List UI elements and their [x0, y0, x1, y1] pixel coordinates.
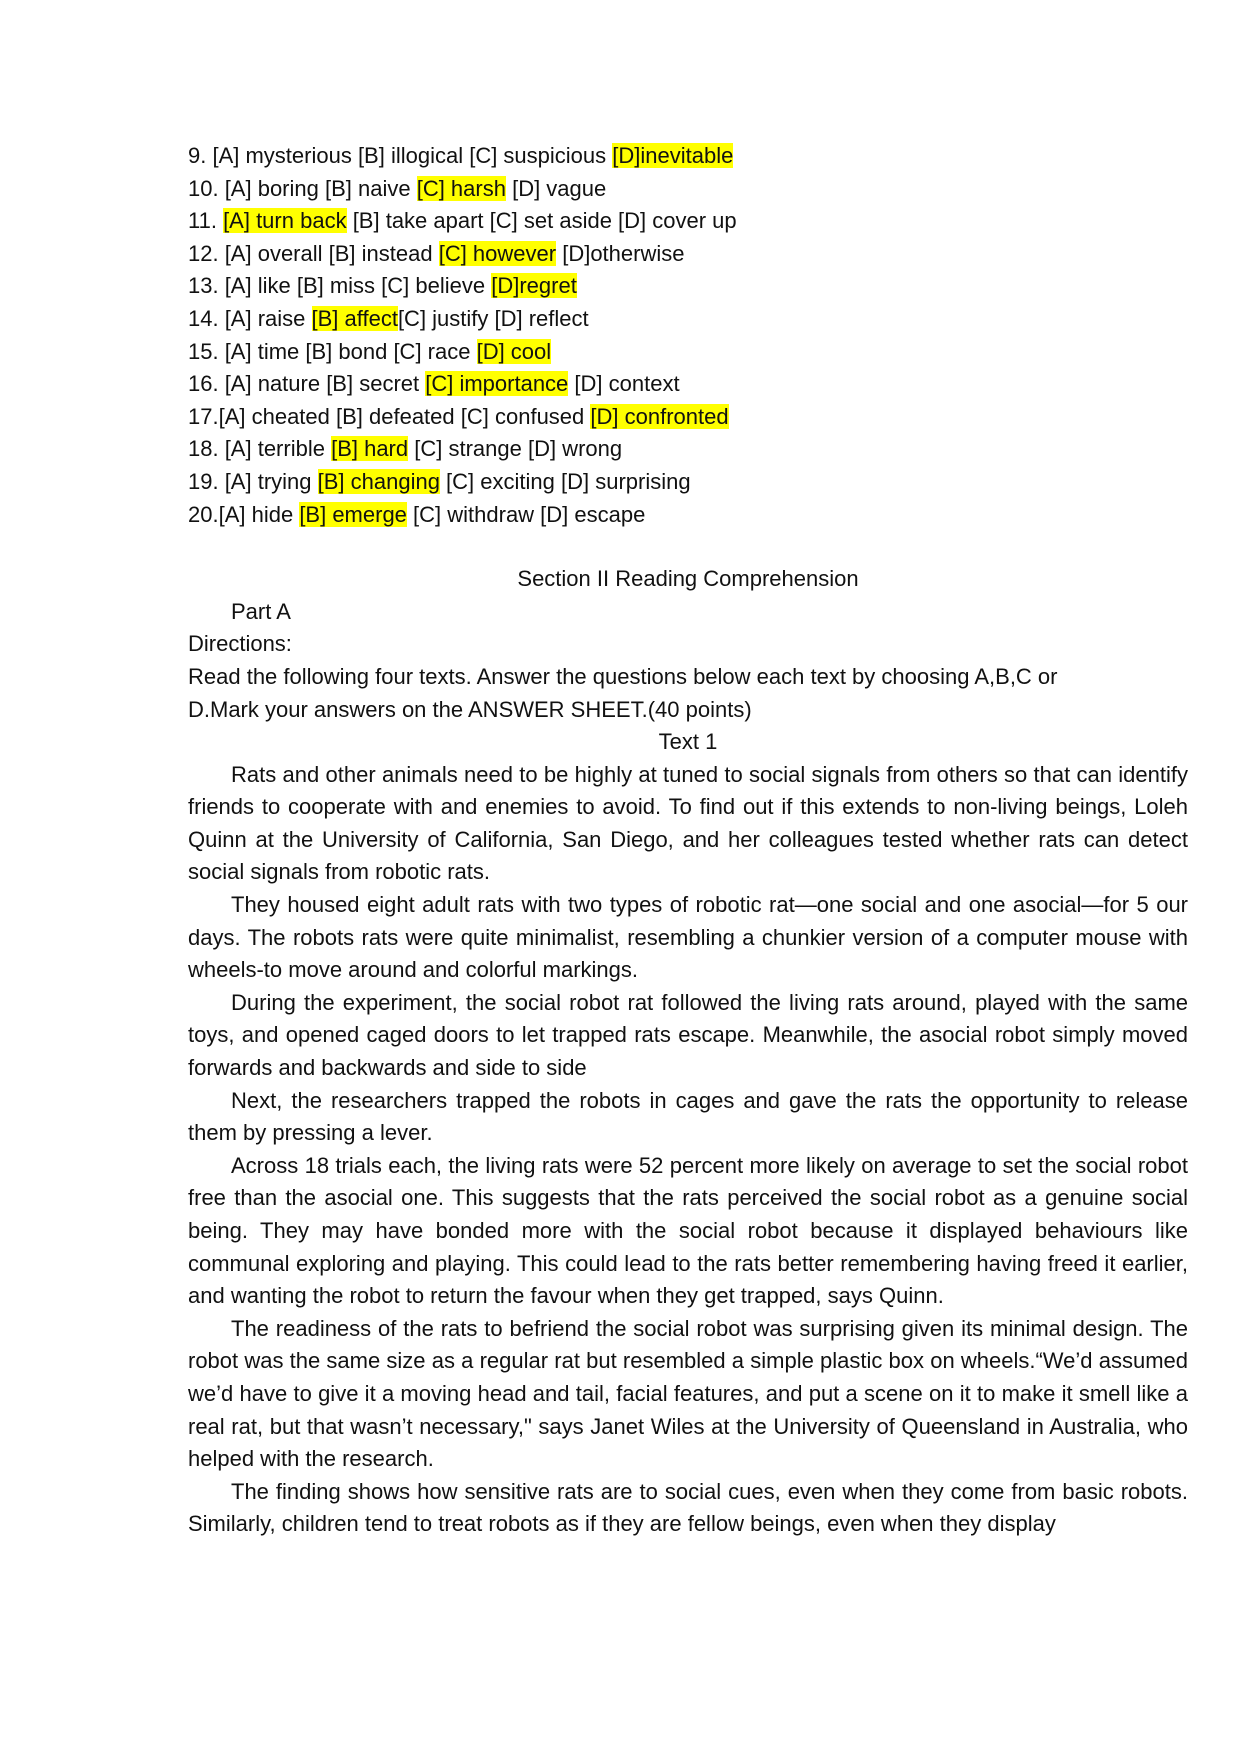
answer-item: 11. [A] turn back [B] take apart [C] set aside [D] cover up [188, 208, 737, 234]
paragraph: The finding shows how sensitive rats are to social cues, even when they come from basic robots. Similarly, children tend to treat robots as if they are fellow beings, even when they display [188, 1478, 1188, 1537]
answer-item: 16. [A] nature [B] secret [C] importance [D] context [188, 371, 680, 397]
highlighted-answer: [D] confronted [590, 403, 729, 429]
answer-item: 12. [A] overall [B] instead [C] however [D]otherwise [188, 240, 685, 266]
highlighted-answer: [B] affect [311, 305, 398, 331]
paragraph: Rats and other animals need to be highly at tuned to social signals from others so that can identify friends to cooperate with and enemies to avoid. To find out if this extends to non-living beings, Loleh Quinn at the University of California, San Diego, and her colleagues tested whether rats can detect social signals from robotic rats. [188, 761, 1188, 885]
highlighted-answer: [C] importance [425, 371, 569, 397]
answer-item: 20.[A] hide [B] emerge [C] withdraw [D] escape [188, 501, 646, 527]
answer-item: 19. [A] trying [B] changing [C] exciting [D] surprising [188, 468, 691, 494]
answer-item: 9. [A] mysterious [B] illogical [C] suspicious [D]inevitable [188, 143, 734, 168]
document-page [188, 140, 1188, 1541]
section-title: Section II Reading Comprehension [517, 566, 859, 592]
highlighted-answer: [B] hard [331, 436, 409, 462]
text-title: Text 1 [658, 729, 718, 755]
answer-list [188, 140, 1188, 531]
answer-item: 10. [A] boring [B] naive [C] harsh [D] vague [188, 175, 607, 201]
highlighted-answer: [D]inevitable [612, 143, 734, 168]
highlighted-answer: [C] harsh [416, 175, 506, 201]
highlighted-answer: [B] changing [317, 468, 440, 494]
answer-item: 13. [A] like [B] miss [C] believe [D]regret [188, 273, 577, 299]
highlighted-answer: [C] however [438, 240, 557, 266]
paragraph: Next, the researchers trapped the robots in cages and gave the rats the opportunity to release them by pressing a lever. [188, 1087, 1188, 1146]
directions-text: Read the following four texts. Answer the questions below each text by choosing A,B,C or [188, 663, 1058, 689]
paragraph: They housed eight adult rats with two types of robotic rat—one social and one asocial—for 5 our days. The robots rats were quite minimalist, resembling a chunkier version of a computer mouse with wheels-to move around and colorful markings. [188, 892, 1188, 983]
paragraph: Across 18 trials each, the living rats were 52 percent more likely on average to set the social robot free than the asocial one. This suggests that the rats perceived the social robot as a genuine social being. They may have bonded more with the social robot because it displayed behaviours like communal exploring and playing. This could lead to the rats better remembering having freed it earlier, and wanting the robot to return the favour when they get trapped, says Quinn. [188, 1152, 1188, 1309]
highlighted-answer: [D]regret [491, 273, 577, 299]
highlighted-answer: [A] turn back [223, 208, 347, 234]
directions-text: D.Mark your answers on the ANSWER SHEET.(40 points) [188, 696, 752, 722]
paragraph: During the experiment, the social robot rat followed the living rats around, played with the same toys, and opened caged doors to let trapped rats escape. Meanwhile, the asocial robot simply moved forwards and backwards and side to side [188, 989, 1188, 1081]
directions-label: Directions: [188, 631, 292, 657]
paragraph: The readiness of the rats to befriend the social robot was surprising given its minimal design. The robot was the same size as a regular rat but resembled a simple plastic box on wheels.“We’d assumed we’d have to give it a moving head and tail, facial features, and put a scene on it to make it smell like a real rat, but that wasn’t necessary," says Janet Wiles at the University of Queensland in Australia, who helped with the research. [188, 1315, 1188, 1472]
part-label: Part A [231, 598, 291, 624]
article-body [188, 759, 1188, 1541]
highlighted-answer: [D] cool [476, 338, 552, 364]
answer-item: 17.[A] cheated [B] defeated [C] confused [D] confronted [188, 403, 729, 429]
answer-item: 15. [A] time [B] bond [C] race [D] cool [188, 338, 552, 364]
answer-item: 14. [A] raise [B] affect[C] justify [D] reflect [188, 305, 589, 331]
answer-item: 18. [A] terrible [B] hard [C] strange [D] wrong [188, 436, 623, 462]
highlighted-answer: [B] emerge [299, 501, 407, 527]
